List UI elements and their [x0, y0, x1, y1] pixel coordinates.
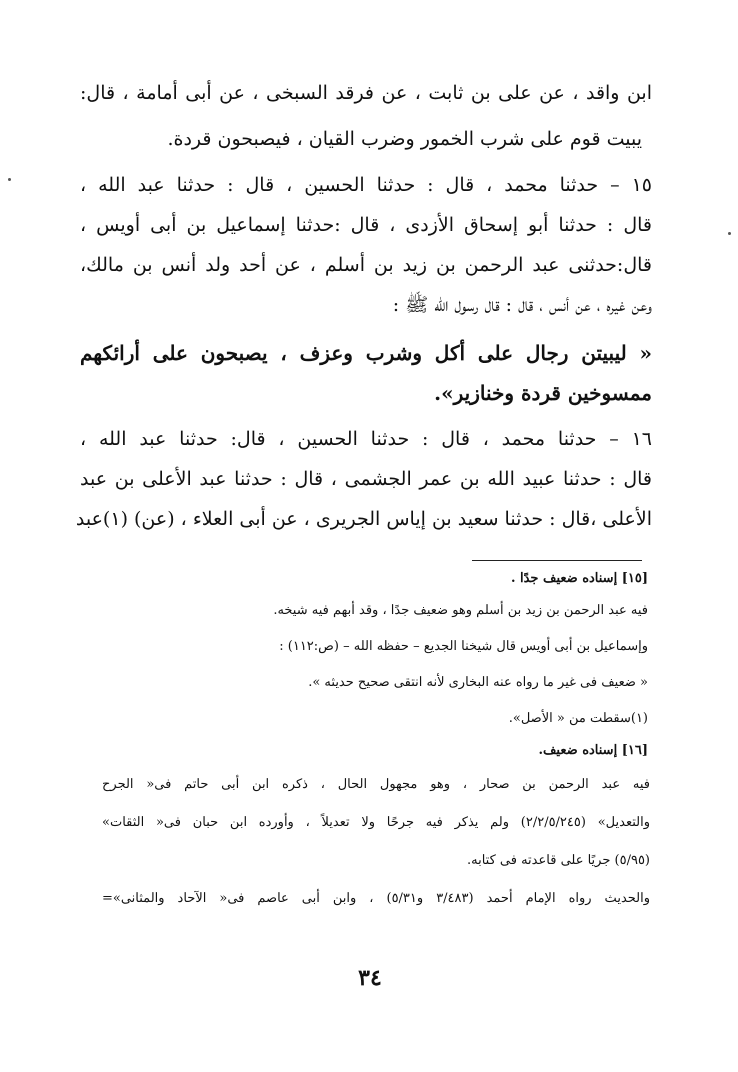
hadith-15-line-3: قال:حدثنى عبد الرحمن بن زيد بن أسلم ، عن أحد ولد أنس بن مالك،	[80, 254, 652, 276]
footnote-separator	[472, 560, 642, 561]
hadith-16-line-3: الأعلى ،قال : حدثنا سعيد بن إياس الجريرى ، عن أبى العلاء ، (عن) (١)عبد	[75, 508, 652, 530]
footnote-15-line-2: وإسماعيل بن أبى أويس قال شيخنا الجديع – حفظه الله – (ص:١١٢) :	[279, 639, 648, 654]
hadith-16-line-1: ١٦ – حدثنا محمد ، قال : حدثنا الحسين ، قال: حدثنا عبد الله ،	[80, 428, 652, 450]
scan-speck	[728, 232, 731, 235]
footnote-16-heading: [١٦] إسناده ضعيف.	[538, 743, 648, 758]
body-line-1: ابن واقد ، عن على بن ثابت ، عن فرقد السبخى ، عن أبى أمامة ، قال:	[80, 82, 652, 104]
footnote-1: (١)سقطت من « الأصل».	[508, 711, 648, 726]
footnote-15-heading: [١٥] إسناده ضعيف جدًا .	[510, 571, 648, 586]
footnote-16-line-4: والحديث رواه الإمام أحمد (٣/٤٨٣ و٥/٣١) ، وابن أبى عاصم فى« الآحاد والمثانى»=	[102, 891, 651, 906]
footnote-16-line-2: والتعديل» (٢/٢/٥/٢٤٥) ولم يذكر فيه جرحًا ولا تعديلاً ، وأورده ابن حبان فى« الثقات»	[102, 815, 650, 830]
body-line-2: يبيت قوم على شرب الخمور وضرب القيان ، فيصبحون قردة.	[167, 128, 642, 150]
page-number: ٣٤	[358, 965, 382, 991]
hadith-15-line-1: ١٥ – حدثنا محمد ، قال : حدثنا الحسين ، قال : حدثنا عبد الله ،	[80, 174, 652, 196]
hadith-15-matn-line-1: « ليبيتن رجال على أكل وشرب وعزف ، يصبحون على أرائكهم	[80, 341, 652, 365]
scan-speck	[8, 178, 11, 181]
footnote-16-line-1: فيه عبد الرحمن بن صحار ، وهو مجهول الحال ، ذكره ابن أبى حاتم فى« الجرح	[102, 777, 650, 792]
hadith-15-line-2: قال : حدثنا أبو إسحاق الأزدى ، قال :حدثنا إسماعيل بن أبى أويس ،	[80, 214, 652, 236]
footnote-16-line-3: (٥/٩٥) جريًا على قاعدته فى كتابه.	[466, 853, 650, 868]
hadith-15-matn-line-2: ممسوخين قردة وخنازير».	[434, 381, 652, 405]
hadith-16-line-2: قال : حدثنا عبيد الله بن عمر الجشمى ، قال : حدثنا عبد الأعلى بن عبد	[80, 468, 652, 490]
hadith-15-line-4: وعن غيره ، عن أنس ، قال : قال رسول الله ﷺ :	[392, 294, 652, 316]
footnote-15-line-1: فيه عبد الرحمن بن زيد بن أسلم وهو ضعيف جدًا ، وقد أبهم فيه شيخه.	[273, 603, 648, 618]
footnote-15-line-3: « ضعيف فى غير ما رواه عنه البخارى لأنه انتقى صحيح حديثه ».	[308, 675, 648, 690]
